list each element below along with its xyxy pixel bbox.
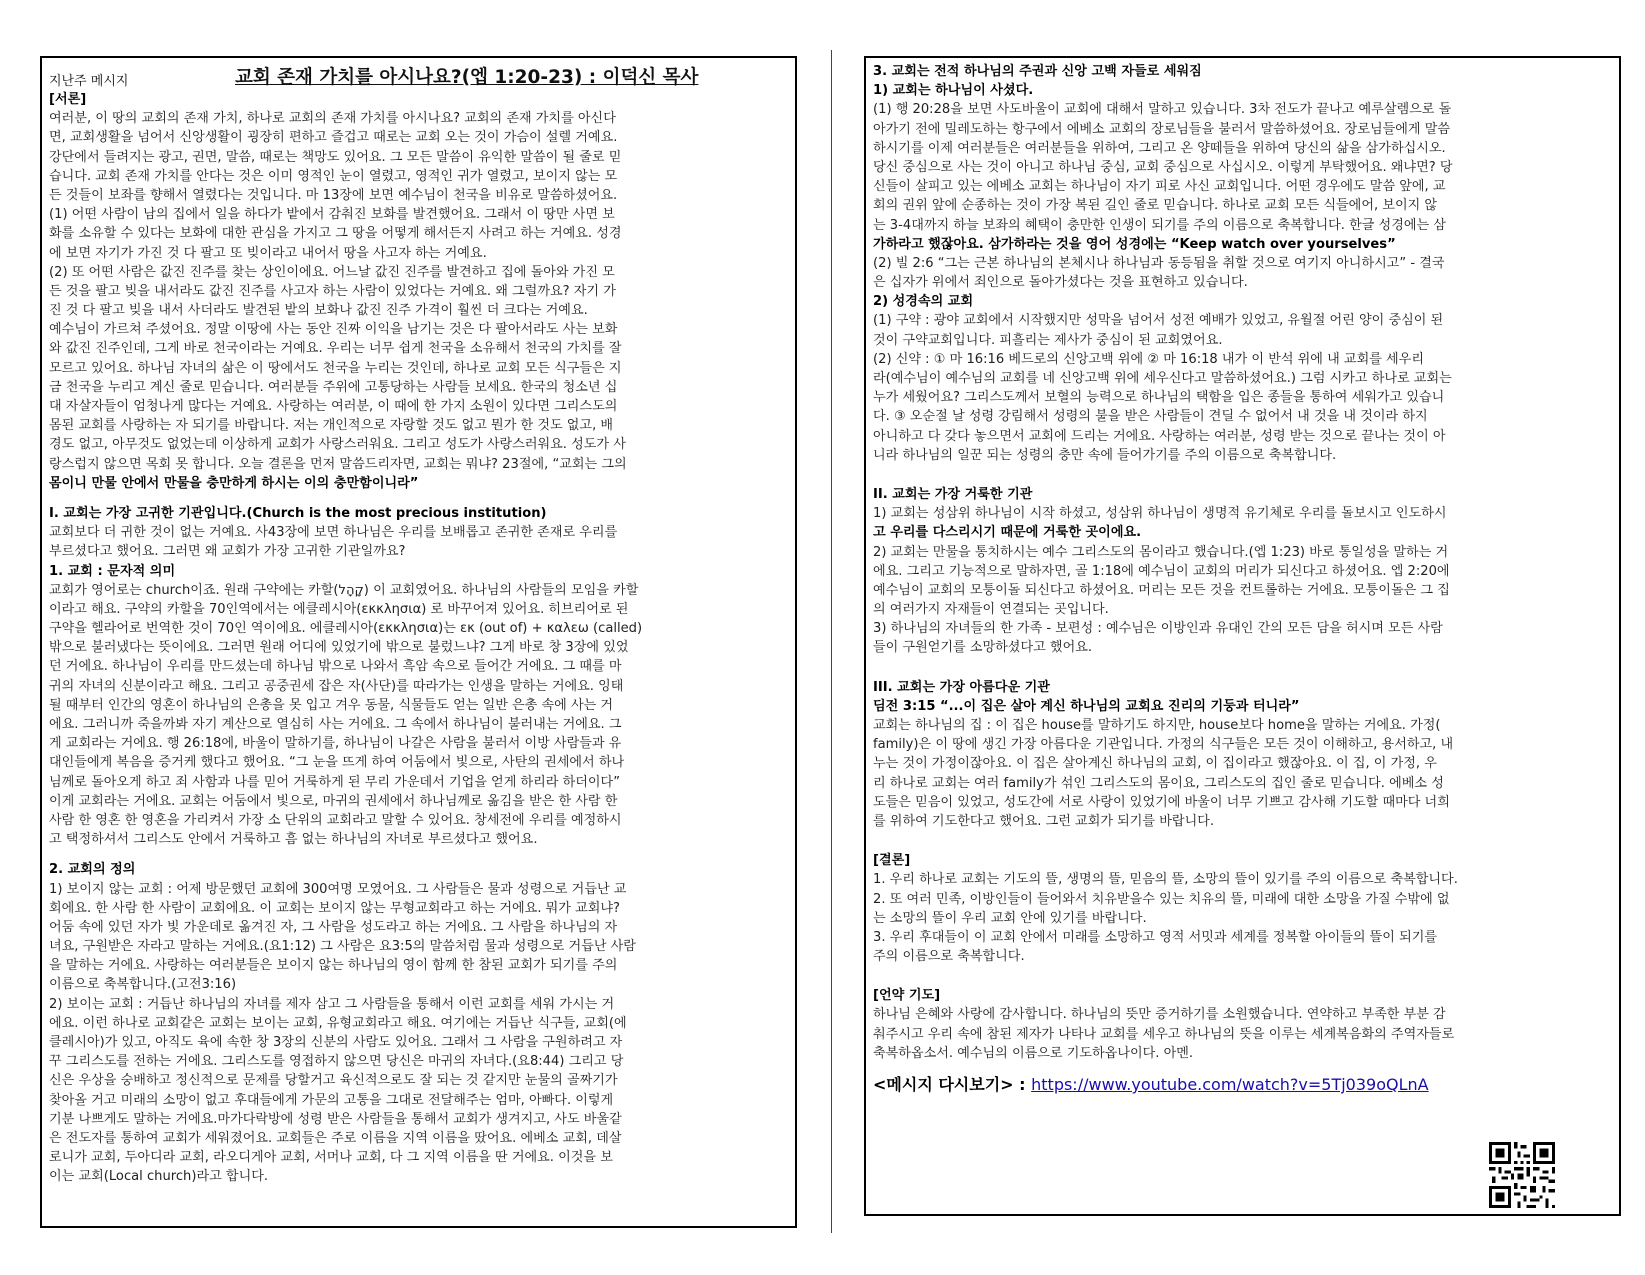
- text-line: 든 것을 팔고 빚을 내서라도 값진 진주를 사고자 하는 사람이 있었다는 거예요. 왜 그럴까요? 자기 가: [49, 283, 616, 299]
- text-line: 니라 하나님의 일꾼 되는 성령의 충만 속에 들어가기를 주의 이름으로 축복합니다.: [873, 447, 1337, 463]
- text-line: (2) 신약 : ① 마 16:16 베드로의 신앙고백 위에 ② 마 16:18 내가 이 반석 위에 내 교회를 세우리: [873, 351, 1424, 367]
- sermon-title: 교회 존재 가치를 아시나요?(엡 1:20-23) : 이덕신 목사: [235, 67, 699, 88]
- text-line: 주의 이름으로 축복합니다.: [873, 949, 1025, 965]
- heading-line: 가하라고 했잖아요. 삼가하라는 것을 영어 성경에는 “Keep watch over yourselves”: [873, 236, 1396, 252]
- text-line: 회에요. 한 사람 한 사람이 교회에요. 이 교회는 보이지 않는 무형교회라고 하는 거에요. 뭐가 교회냐?: [49, 900, 620, 916]
- text-line: 의 여러가지 자재들이 연결되는 곳입니다.: [873, 602, 1109, 618]
- text-line: 은 십자가 위에서 죄인으로 돌아가셨다는 것을 표현하고 있습니다.: [873, 275, 1248, 291]
- spacer: [873, 465, 1613, 485]
- text-line: 강단에서 들려지는 광고, 권면, 말씀, 때로는 책망도 있어요. 그 모든 말씀이 유익한 말씀이 될 줄로 믿: [49, 149, 622, 165]
- text-line: 습니다. 교회 존재 가치를 안다는 것은 이미 영적인 눈이 열렸고, 영적인 귀가 열렸고, 보이지 않는 모: [49, 168, 618, 184]
- text-line: 에 보면 자기가 가진 것 다 팔고 또 빚이라고 내어서 땅을 사고자 하는 거예요.: [49, 245, 487, 261]
- text-line: 예수님이 가르쳐 주셨어요. 정말 이땅에 사는 동안 진짜 이익을 남기는 것은 다 팔아서라도 사는 보화: [49, 322, 618, 338]
- header-label: 지난주 메시지: [49, 74, 129, 89]
- text-line: 예수님이 교회의 모퉁이돌 되신다고 하셨어요. 머리는 모든 것을 컨트롤하는 거에요. 모퉁이돌은 그 집: [873, 582, 1450, 598]
- text-line: (1) 어떤 사람이 남의 집에서 일을 하다가 밭에서 감춰진 보화를 발견했어요. 그래서 이 땅만 사면 보: [49, 207, 615, 223]
- replay-label: <메시지 다시보기> :: [873, 1075, 1032, 1094]
- text-line: 대 자살자들이 엄청나게 많다는 거예요. 사랑하는 여러분, 이 때에 한 가지 소원이 있다면 그리스도의: [49, 399, 618, 414]
- text-line: 는 3-4대까지 하늘 보좌의 혜택이 충만한 인생이 되기를 주의 이름으로 축복합니다. 한글 성경에는 삼: [873, 217, 1446, 233]
- text-line: 아가기 전에 밀레도하는 항구에서 에베소 교회의 장로님들을 불러서 말씀하셨어요. 장로님들에게 말씀: [873, 121, 1451, 137]
- text-line: 대인들에게 복음을 증거케 했다고 했어요. “그 눈을 뜨게 하여 어둠에서 빛으로, 사탄의 권세에서 하나: [49, 755, 625, 771]
- text-line: 은 전도자를 통하여 교회가 세워졌어요. 교회들은 주로 이름을 지역 이름을 땄어요. 에베소 교회, 데살: [49, 1130, 622, 1146]
- heading-line: II. 교회는 가장 거룩한 기관: [873, 486, 1033, 502]
- text-line: 누가 세웠어요? 그리스도께서 보혈의 능력으로 하나님의 택함을 입은 종들을 통하여 세워가고 있습니: [873, 390, 1445, 406]
- text-line: 에요. 이런 하나로 교회같은 교회는 보이는 교회, 유형교회라고 해요. 여기에는 거듭난 식구들, 교회(에: [49, 1015, 627, 1031]
- heading-line: [서론]: [49, 92, 87, 107]
- text-line: 회의 권위 앞에 순종하는 것이 가장 복된 길인 줄로 믿습니다. 하나로 교회 모든 식들에어, 보이지 않: [873, 198, 1438, 214]
- text-line: 교회가 영어로는 church이죠. 원래 구약에는 카할(קָהָל) 이 교회였어요. 하나님의 사람들의 모임을 카할: [49, 582, 639, 598]
- heading-line: 2) 성경속의 교회: [873, 294, 974, 310]
- text-line: 들이 구원얻기를 소망하셨다고 했어요.: [873, 640, 1093, 656]
- text-line: 춰주시고 우리 속에 참된 제자가 나타나 교회를 세우고 하나님의 뜻을 이루는 세계복음화의 주역자들로: [873, 1026, 1455, 1042]
- text-line: 금 천국을 누리고 계신 줄로 믿습니다. 여러분들 주위에 고통당하는 사람들 보세요. 한국의 청소년 십: [49, 379, 618, 395]
- text-line: 1) 보이지 않는 교회 : 어제 방문했던 교회에 300여명 모였어요. 그 사람들은 물과 성령으로 거듭난 교: [49, 881, 627, 897]
- text-line: 2) 교회는 만물을 통치하시는 예수 그리스도의 몸이라고 했습니다.(엡 1:23) 바로 통일성을 말하는 거: [873, 544, 1449, 560]
- spacer: [873, 658, 1613, 678]
- text-line: 경도 없고, 아무것도 없었는데 이상하게 교회가 사랑스러워요. 그리고 성도가 사랑스러워요. 성도가 사: [49, 437, 626, 453]
- text-line: 님께로 돌아오게 하고 죄 사함과 나를 믿어 거룩하게 된 무리 가운데서 기업을 얻게 하리라 하더이다”: [49, 774, 620, 790]
- text-line: 어둠 속에 있던 자가 빛 가운데로 옮겨진 자, 그 사람을 성도라고 하는 거에요. 그 사람을 하나님의 자: [49, 919, 618, 935]
- qr-code-icon: [1489, 1142, 1555, 1208]
- text-line: 든 것들이 보좌를 향해서 열렸다는 것입니다. 마 13장에 보면 예수님이 천국을 비유로 말씀하셨어요.: [49, 187, 618, 203]
- text-line: 누는 것이 가정이잖아요. 이 집은 살아계신 하나님의 교회, 이 집이라고 했잖아요. 이 집, 이 가정, 우: [873, 756, 1437, 772]
- center-divider: [831, 50, 832, 1233]
- heading-line: Ⅰ. 교회는 가장 고귀한 기관입니다.(Church is the most precious institution): [49, 505, 547, 521]
- text-line: 교회보다 더 귀한 것이 없는 거예요. 사43장에 보면 하나님은 우리를 보배롭고 존귀한 존재로 우리를: [49, 525, 618, 541]
- text-line: 밖으로 불러냈다는 뜻이에요. 그러면 원래 어디에 있었기에 밖으로 불렀느냐? 그게 바로 창 3장에 있었: [49, 640, 629, 656]
- text-line: 모르고 있어요. 하나님 자녀의 삶은 이 땅에서도 천국을 누리는 것인데, 하나로 교회 모든 식구들은 지: [49, 360, 622, 376]
- text-line: 것이 구약교회입니다. 피흘리는 제사가 중심이 된 교회였어요.: [873, 332, 1223, 348]
- heading-line: 1) 교회는 하나님이 사셨다.: [873, 83, 1034, 99]
- text-line: 당신 중심으로 사는 것이 아니고 하나님 중심, 교회 중심으로 사십시오. 이렇게 부탁했어요. 왜냐면? 당: [873, 159, 1453, 175]
- text-line: 1. 우리 하나로 교회는 기도의 뜰, 생명의 뜰, 믿음의 뜰, 소망의 뜰이 있기를 주의 이름으로 축복합니다.: [873, 872, 1458, 888]
- text-line: 다. ③ 오순절 날 성령 강림해서 성령의 불을 받은 사람들이 견딜 수 없어서 내 것을 내 것이라 하지: [873, 409, 1428, 425]
- left-column: [40, 56, 797, 1228]
- text-line: 를 위하여 기도한다고 했어요. 그런 교회가 되기를 바랍니다.: [873, 813, 1215, 829]
- text-line: 3) 하나님의 자녀들의 한 가족 - 보편성 : 예수님은 이방인과 유대인 간의 모든 담을 허시며 모든 사람: [873, 621, 1443, 637]
- text-line: 찾아올 거고 미래의 소망이 없고 후대들에게 가문의 고통을 그대로 전달해주는 엄마, 아빠다. 이렇게: [49, 1092, 614, 1108]
- text-line: 교회는 하나님의 집 : 이 집은 house를 말하기도 하지만, house보다 home을 말하는 거에요. 가정(: [873, 718, 1441, 733]
- text-line: family)은 이 땅에 생긴 가장 아름다운 기관입니다. 가정의 식구들은 모든 것이 이해하고, 용서하고, 내: [873, 737, 1454, 753]
- heading-line: [언약 기도]: [873, 988, 941, 1004]
- text-line: (1) 행 20:28을 보면 사도바울이 교회에 대해서 말하고 있습니다. 3차 전도가 끝나고 예루살렘으로 돌: [873, 102, 1452, 118]
- text-line: 화를 소유할 수 있다는 보화에 대한 관심을 가지고 그 땅을 어떻게 해서든지 사려고 하는 거예요. 성경: [49, 226, 622, 242]
- spacer: [49, 849, 789, 860]
- text-line: 아니하고 다 갖다 놓으면서 교회에 드리는 거에요. 사랑하는 여러분, 성령 받는 것으로 끝나는 것이 아: [873, 428, 1446, 444]
- text-line: 던 거에요. 하나님이 우리를 만드셨는데 하나님 밖으로 나와서 흑암 속으로 들어간 거에요. 그 때를 마: [49, 659, 622, 675]
- text-line: 축복하옵소서. 예수님의 이름으로 기도하옵나이다. 아멘.: [873, 1045, 1194, 1061]
- text-line: 이는 교회(Local church)라고 합니다.: [49, 1169, 269, 1185]
- text-line: (1) 구약 : 광야 교회에서 시작했지만 성막을 넘어서 성전 예배가 있었고, 유월절 어린 양이 중심이 된: [873, 313, 1444, 329]
- heading-line: 고 우리를 다스리시기 때문에 거룩한 곳이에요.: [873, 525, 1142, 541]
- text-line: 사람 한 영혼 한 영혼을 가리켜서 가장 소 단위의 교회라고 말할 수 있어요. 창세전에 우리를 예정하시: [49, 812, 622, 828]
- text-line: 신들이 살피고 있는 에베소 교회는 하나님이 자기 피로 사신 교회입니다. 어떤 경우에도 말씀 앞에, 교: [873, 179, 1446, 195]
- text-line: 로니가 교회, 두아디라 교회, 라오디게아 교회, 서머나 교회, 다 그 지역 이름을 딴 거에요. 이것을 보: [49, 1150, 613, 1166]
- text-line: 는 소망의 뜰이 우리 교회 안에 있기를 바랍니다.: [873, 910, 1147, 926]
- text-line: 이름으로 축복합니다.(고전3:16): [49, 977, 237, 993]
- text-line: 와 값진 진주인데, 그게 바로 천국이라는 거예요. 우리는 너무 쉽게 천국을 소유해서 천국의 가치를 잘: [49, 341, 622, 357]
- text-line: 라(예수님이 예수님의 교회를 네 신앙고백 위에 세우신다고 말씀하셨어요.) 그럼 시카고 하나로 교회는: [873, 371, 1452, 386]
- text-line: (2) 빌 2:6 “그는 근본 하나님의 본체시나 하나님과 동등됨을 취할 것으로 여기지 아니하시고” - 결국: [873, 255, 1445, 271]
- spacer: [49, 493, 789, 504]
- spacer: [873, 831, 1613, 851]
- heading-line: 2. 교회의 정의: [49, 862, 136, 878]
- heading-line: 딤전 3:15 “...이 집은 살아 계신 하나님의 교회요 진리의 기둥과 터니라”: [873, 698, 1300, 714]
- text-line: 클레시아)가 있고, 아직도 육에 속한 창 3장의 신분의 사람도 있어요. 그래서 그 사람을 구원하려고 자: [49, 1035, 623, 1050]
- text-line: 하시기를 이제 여러분들은 여러분들을 위하여, 그리고 온 양떼들을 위하여 당신의 삶을 삼가하십시오.: [873, 140, 1446, 156]
- text-line: 게 교회라는 거에요. 행 26:18에, 바울이 말하기를, 하나님이 나갈은 사람을 불러서 이방 사람들과 유: [49, 736, 622, 752]
- text-line: 하나님 은혜와 사랑에 감사합니다. 하나님의 뜻만 증거하기를 소원했습니다. 연약하고 부족한 부분 감: [873, 1007, 1446, 1023]
- heading-line: 3. 교회는 전적 하나님의 주권과 신앙 고백 자들로 세워짐: [873, 64, 1202, 79]
- text-line: 될 때부터 인간의 영혼이 하나님의 은총을 못 입고 겨우 동물, 식물들도 얻는 일반 은총 속에 사는 거: [49, 697, 614, 713]
- text-line: 3. 우리 후대들이 이 교회 안에서 미래를 소망하고 영적 서밋과 세계를 정복할 아이들의 뜰이 되기를: [873, 929, 1438, 945]
- heading-line: 몸이니 만물 안에서 만물을 충만하게 하시는 이의 충만함이니라”: [49, 475, 419, 491]
- text-line: 이게 교회라는 거에요. 교회는 어둠에서 빛으로, 마귀의 권세에서 하나님께로 옮김을 받은 한 사람 한: [49, 793, 618, 809]
- text-line: 에요. 그리고 기능적으로 말하자면, 골 1:18에 예수님이 교회의 머리가 되신다고 하셨어요. 엡 2:20에: [873, 563, 1450, 579]
- spacer: [873, 966, 1613, 986]
- text-line: 을 말하는 거에요. 사랑하는 여러분들은 보이지 않는 하나님의 영이 함께 한 참된 교회가 되기를 주의: [49, 958, 618, 974]
- text-line: 여러분, 이 땅의 교회의 존재 가치, 하나로 교회의 존재 가치를 아시나요? 교회의 존재 가치를 아신다: [49, 111, 616, 127]
- text-line: 몸된 교회를 사랑하는 자 되기를 바랍니다. 저는 개인적으로 자랑할 것도 없고 뭔가 한 것도 없고, 배: [49, 418, 614, 434]
- text-line: 구약을 헬라어로 번역한 것이 70인 역이에요. 에클레시아(εκκλησια)는 εκ (out of) + καλεω (called): [49, 621, 643, 637]
- left-body-text: [49, 90, 789, 1187]
- text-line: 이라고 해요. 구약의 카할을 70인역에서는 에클레시아(εκκλησια) 로 바꾸어져 있어요. 히브리어로 된: [49, 601, 629, 617]
- heading-line: 1. 교회 : 문자적 의미: [49, 563, 176, 579]
- text-line: 꾸 그리스도를 전하는 거에요. 그리스도를 영접하지 않으면 당신은 마귀의 자녀다.(요8:44) 그리고 당: [49, 1054, 624, 1070]
- heading-line: [결론]: [873, 853, 911, 869]
- heading-line: III. 교회는 가장 아름다운 기관: [873, 679, 1050, 695]
- text-line: 리 하나로 교회는 여러 family가 섞인 그리스도의 몸이요, 그리스도의 집인 줄로 믿습니다. 에베소 성: [873, 775, 1444, 791]
- text-line: 부르셨다고 했어요. 그러면 왜 교회가 가장 고귀한 기관일까요?: [49, 544, 406, 560]
- text-line: 면, 교회생활을 넘어서 신앙생활이 굉장히 편하고 즐겁고 때로는 교회 오는 것이 가슴이 설렐 거예요.: [49, 130, 618, 146]
- text-line: 진 것 다 팔고 빚을 내서 사더라도 발견된 밭의 보화나 값진 진주 가격이 훨씬 더 크다는 거예요.: [49, 303, 588, 319]
- text-line: 2) 보이는 교회 : 거듭난 하나님의 자녀를 제자 삼고 그 사람들을 통해서 이런 교회를 세워 가시는 거: [49, 996, 615, 1012]
- right-body-text: [873, 62, 1613, 1063]
- header: [49, 62, 789, 90]
- text-line: 에요. 그러니까 죽을까봐 자기 계산으로 열심히 사는 거에요. 그 속에서 하나님이 불러내는 거에요. 그: [49, 717, 622, 732]
- text-line: (2) 또 어떤 사람은 값진 진주를 찾는 상인이에요. 어느날 값진 진주를 발견하고 집에 돌아와 가진 모: [49, 264, 615, 280]
- text-line: 1) 교회는 성삼위 하나님이 시작 하셨고, 성삼위 하나님이 생명적 유기체로 우리를 돌보시고 인도하시: [873, 506, 1447, 522]
- right-column: [864, 56, 1621, 1216]
- replay-link-line: [873, 1073, 1613, 1097]
- youtube-link[interactable]: https://www.youtube.com/watch?v=5Tj039oQLnA: [1031, 1075, 1429, 1094]
- text-line: 녀요, 구원받은 자라고 말하는 거에요.(요1:12) 그 사람은 요3:5의 말씀처럼 물과 성령으로 거듭난 사람: [49, 939, 636, 955]
- text-line: 신은 우상을 숭배하고 정신적으로 문제를 당할거고 육신적으로도 잘 되는 것 같지만 눈물의 골짜기가: [49, 1073, 618, 1089]
- text-line: 랑스럽지 않으면 목회 못 합니다. 오늘 결론을 먼저 말씀드리자면, 교회는 뭐냐? 23절에, “교회는 그의: [49, 456, 627, 472]
- text-line: 도들은 믿음이 있었고, 성도간에 서로 사랑이 있었기에 바울이 너무 기쁘고 감사해 기도할 때마다 너희: [873, 794, 1450, 810]
- text-line: 2. 또 여러 민족, 이방인들이 들어와서 치유받을수 있는 치유의 뜰, 미래에 대한 소망을 가질 수밖에 없: [873, 891, 1450, 907]
- text-line: 기분 나쁘게도 말하는 거에요.마가다락방에 성령 받은 사람들을 통해서 교회가 생겨지고, 사도 바울같: [49, 1111, 622, 1127]
- text-line: 고 택정하셔서 그리스도 안에서 거룩하고 흠 없는 하나님의 자녀로 부르셨다고 했어요.: [49, 832, 538, 848]
- text-line: 귀의 자녀의 신분이라고 해요. 그리고 공중권세 잡은 자(사단)를 따라가는 인생을 말하는 거에요. 잉태: [49, 678, 624, 694]
